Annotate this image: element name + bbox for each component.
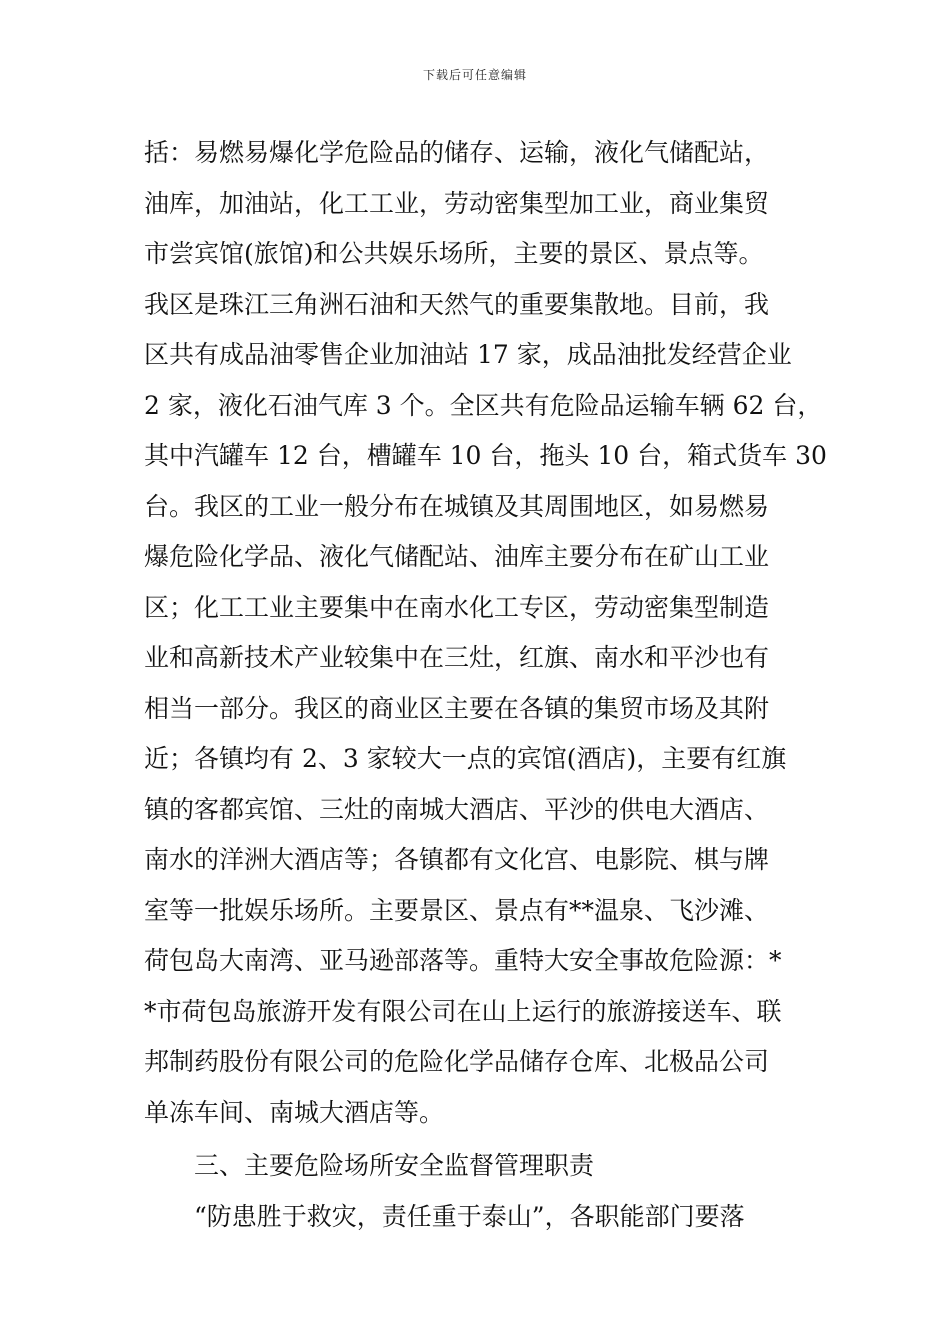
paragraph-line: 邦制药股份有限公司的危险化学品储存仓库、北极品公司 xyxy=(144,1047,770,1076)
paragraph-line: 单冻车间、南城大酒店等。 xyxy=(144,1097,445,1127)
paragraph-line: 区；化工工业主要集中在南水化工专区，劳动密集型制造 xyxy=(144,592,770,622)
paragraph-line: 业和高新技术产业较集中在三灶，红旗、南水和平沙也有 xyxy=(144,643,770,672)
paragraph-line: 南水的洋洲大酒店等；各镇都有文化宫、电影院、棋与牌 xyxy=(144,845,770,874)
paragraph-line: 镇的客都宾馆、三灶的南城大酒店、平沙的供电大酒店、 xyxy=(144,794,770,824)
paragraph-line: 近；各镇均有 2、3 家较大一点的宾馆(酒店)，主要有红旗 xyxy=(144,744,787,773)
paragraph-line: 荷包岛大南湾、亚马逊部落等。重特大安全事故危险源：* xyxy=(144,946,782,975)
paragraph-line: 其中汽罐车 12 台，槽罐车 10 台，拖头 10 台，箱式货车 30 xyxy=(144,441,827,470)
paragraph-line: 2 家，液化石油气库 3 个。全区共有危险品运输车辆 62 台， xyxy=(144,390,823,420)
paragraph-line: 相当一部分。我区的商业区主要在各镇的集贸市场及其附 xyxy=(144,693,770,723)
body-text xyxy=(144,128,827,1242)
page-header-note: 下载后可任意编辑 xyxy=(422,68,527,82)
paragraph-line: 区共有成品油零售企业加油站 17 家，成品油批发经营企业 xyxy=(144,340,792,369)
paragraph-line: 市尝宾馆(旅馆)和公共娱乐场所，主要的景区、景点等。 xyxy=(144,239,764,268)
paragraph-line: 括：易燃易爆化学危险品的储存、运输，液化气储配站， xyxy=(144,138,770,167)
section-heading: 三、主要危险场所安全监督管理职责 xyxy=(194,1151,595,1180)
paragraph-line: *市荷包岛旅游开发有限公司在山上运行的旅游接送车、联 xyxy=(144,996,782,1026)
paragraph-line: 台。我区的工业一般分布在城镇及其周围地区，如易燃易 xyxy=(144,491,770,521)
paragraph-line: 爆危险化学品、液化气储配站、油库主要分布在矿山工业 xyxy=(144,542,770,571)
paragraph-line: “防患胜于救灾，责任重于泰山”，各职能部门要落 xyxy=(194,1201,745,1231)
paragraph-line: 油库，加油站，化工工业，劳动密集型加工业，商业集贸 xyxy=(144,188,770,218)
paragraph-line: 室等一批娱乐场所。主要景区、景点有**温泉、飞沙滩、 xyxy=(144,895,770,925)
paragraph-line: 我区是珠江三角洲石油和天然气的重要集散地。目前，我 xyxy=(144,289,770,319)
